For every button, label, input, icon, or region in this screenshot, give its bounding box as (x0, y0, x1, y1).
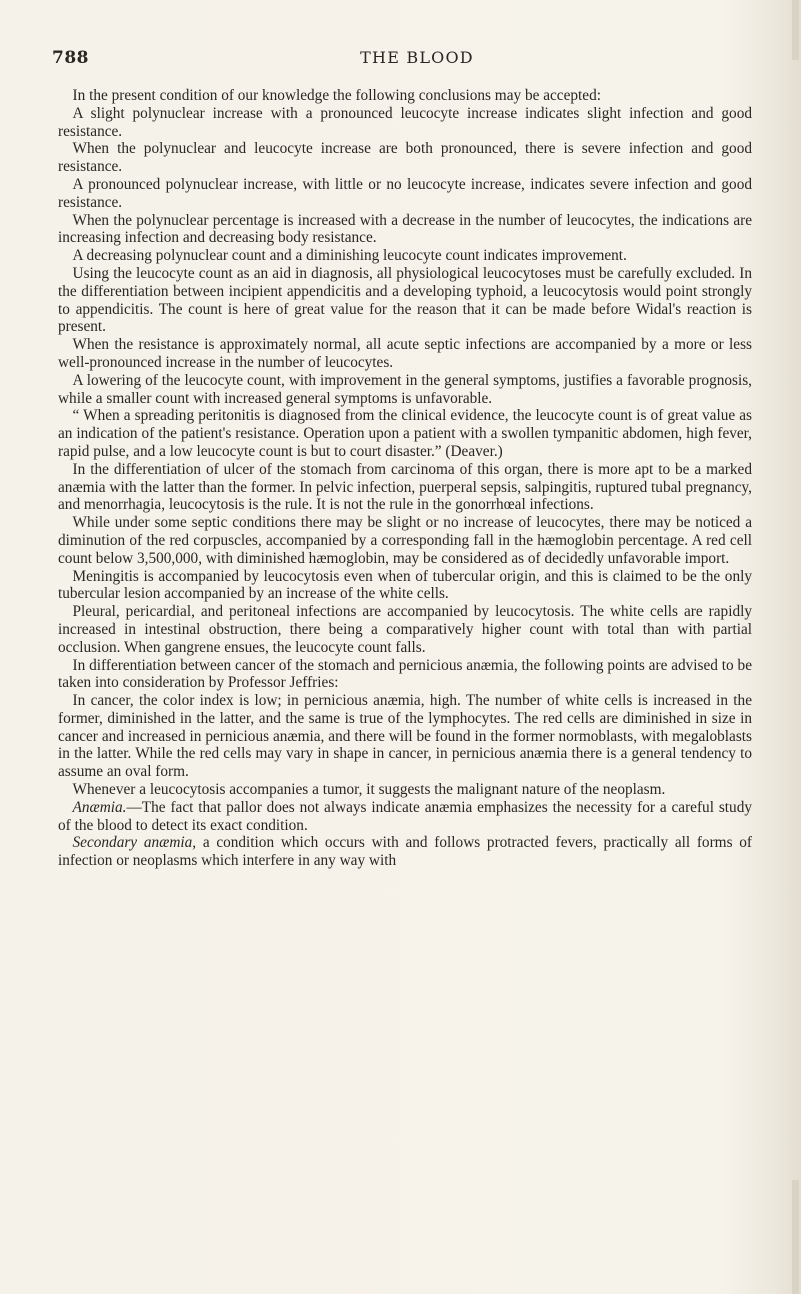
paragraph: In the present condition of our knowledge the following conclusions may be accepted: (72, 87, 601, 104)
paragraph: Whenever a leucocytosis accompanies a tumor, it suggests the malignant nature of the neoplasm. (72, 781, 666, 799)
page-number: 788 (52, 48, 89, 68)
paragraph: A lowering of the leucocyte count, with improvement in the general symptoms, justifies a favorable prognosis, while a smaller count with increased general symptoms is unfavorable. (58, 371, 752, 407)
page-edge-shadow (792, 1180, 799, 1294)
quotation-paragraph: “ When a spreading peritonitis is diagnosed from the clinical evidence, the leucocyte count is of great value as an indication of the patient's resistance. Operation upon a patient with a swollen tympanitic abdomen, high fever, rapid pulse, and a low leucocyte count is but to court disaster.” (Deaver.) (58, 407, 752, 460)
body-text (58, 87, 752, 870)
section-paragraph-secondary-anaemia: Secondary anæmia, a condition which occurs with and follows protracted fevers, practically all forms of infection or neoplasms which interfere in any way with (58, 834, 752, 870)
paragraph: In the differentiation of ulcer of the stomach from carcinoma of this organ, there is more apt to be a marked anæmia with the latter than the former. In pelvic infection, puerperal sepsis, salpingitis, ruptured tubal pregnancy, and menorrhagia, leucocytosis is the rule. It is not the rule in the gonorrhœal infections. (58, 460, 752, 514)
paragraph: Using the leucocyte count as an aid in diagnosis, all physiological leucocytoses must be carefully excluded. In the differentiation between incipient appendicitis and a developing typhoid, a leucocytosis would point strongly to appendicitis. The count is here of great value for the reason that it can be made before Widal's reaction is present. (58, 264, 752, 336)
section-paragraph-anaemia: Anæmia.—The fact that pallor does not always indicate anæmia emphasizes the necessity for a careful study of the blood to detect its exact condition. (58, 798, 752, 834)
paragraph: A decreasing polynuclear count and a diminishing leucocyte count indicates improvement. (72, 247, 627, 265)
section-lead: Anæmia. (72, 798, 127, 816)
page-header (52, 48, 752, 74)
paragraph: A slight polynuclear increase with a pronounced leucocyte increase indicates slight infection and good resistance. (58, 104, 752, 140)
paragraph: Meningitis is accompanied by leucocytosis even when of tubercular origin, and this is claimed to be the only tubercular lesion accompanied by an increase of the white cells. (58, 567, 752, 603)
page-edge-shadow (792, 0, 799, 60)
running-head: THE BLOOD (360, 48, 474, 67)
paragraph: A pronounced polynuclear increase, with little or no leucocyte increase, indicates severe infection and good resistance. (58, 175, 752, 211)
section-lead: Secondary anæmia, (72, 834, 197, 852)
paragraph: Pleural, pericardial, and peritoneal infections are accompanied by leucocytosis. The white cells are rapidly increased in intestinal obstruction, there being a comparatively higher count with total than with partial occlusion. When gangrene ensues, the leucocyte count falls. (58, 603, 752, 656)
paragraph: While under some septic conditions there may be slight or no increase of leucocytes, there may be noticed a diminution of the red corpuscles, accompanied by a corresponding fall in the hæmoglobin percentage. A red cell count below 3,500,000, with diminished hæmoglobin, may be considered as of decidedly unfavorable import. (58, 514, 752, 567)
paragraph: When the resistance is approximately normal, all acute septic infections are accompanied by a more or less well-pronounced increase in the number of leucocytes. (58, 336, 752, 371)
paragraph: In differentiation between cancer of the stomach and pernicious anæmia, the following points are advised to be taken into consideration by Professor Jeffries: (58, 656, 752, 692)
paragraph: When the polynuclear percentage is increased with a decrease in the number of leucocytes, the indications are increasing infection and decreasing body resistance. (58, 211, 752, 247)
paragraph: In cancer, the color index is low; in pernicious anæmia, high. The number of white cells is increased in the former, diminished in the latter, and the same is true of the lymphocytes. The red cells are diminished in size in cancer and increased in pernicious anæmia, and there will be found in the former normoblasts, with megaloblasts in the latter. While the red cells may vary in shape in cancer, in pernicious anæmia there is a general tendency to assume an oval form. (58, 692, 752, 781)
paragraph: When the polynuclear and leucocyte increase are both pronounced, there is severe infection and good resistance. (58, 140, 752, 176)
